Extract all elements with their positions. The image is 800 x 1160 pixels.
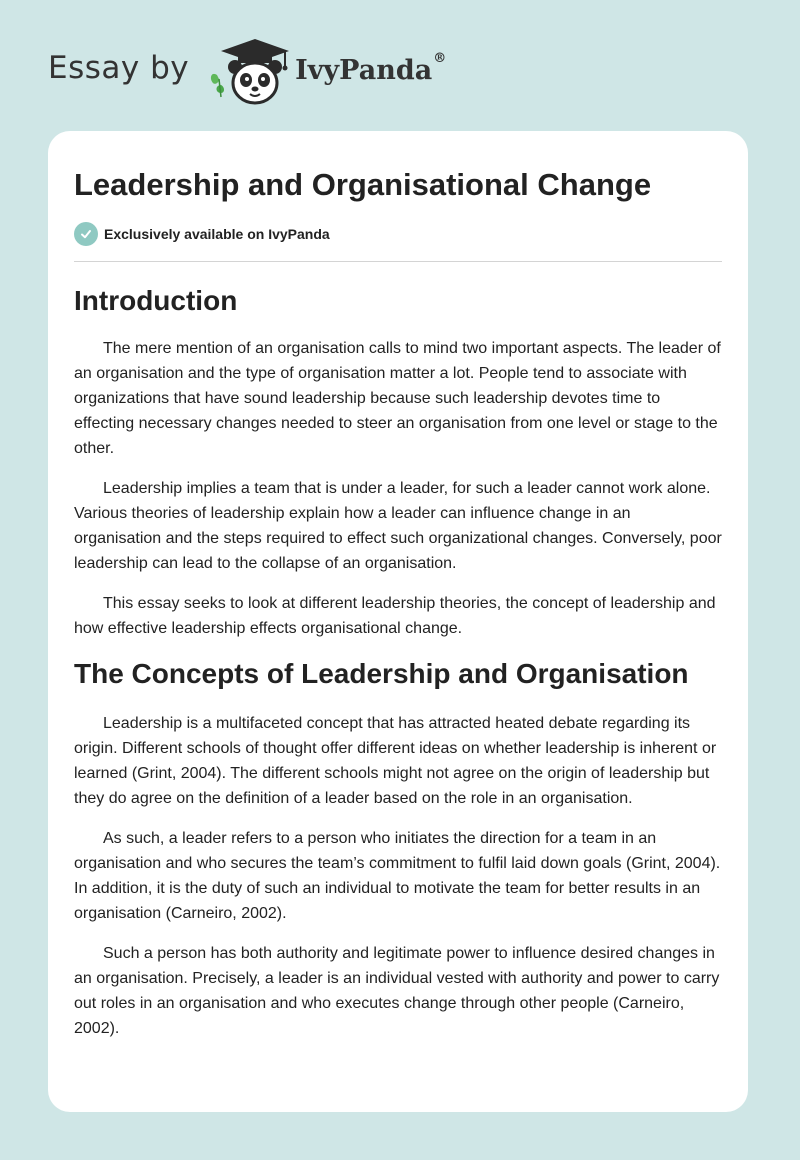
paragraph: As such, a leader refers to a person who initiates the direction for a team in an organisation and who secures the team’s commitment to fulfil laid down goals (Grint, 2004). In addition, it is the duty of such an individual to motivate the team for better results in an organisation (Carneiro, 2002).: [74, 830, 721, 922]
paragraph: The mere mention of an organisation calls to mind two important aspects. The leader of an organisation and the type of organisation matter a lot. People tend to associate with organizations that have sound leadership because such leadership devotes time to effecting necessary changes needed to steer an organisation from one level or stage to the other.: [74, 340, 721, 457]
brand-name-text: IvyPanda: [295, 54, 433, 86]
paragraph: This essay seeks to look at different leadership theories, the concept of leadership and how effective leadership effects organisational change.: [74, 595, 716, 637]
check-badge-icon: [74, 222, 98, 246]
essay-card: [48, 131, 748, 1112]
exclusive-badge: [74, 222, 330, 246]
section-heading: The Concepts of Leadership and Organisation: [74, 658, 689, 689]
ivy-leaf-icon: [211, 74, 224, 97]
brand-header: [48, 36, 446, 106]
section-heading: Introduction: [74, 285, 238, 316]
brand-name: [295, 50, 447, 86]
registered-mark: ®: [433, 50, 447, 66]
paragraph: Such a person has both authority and legitimate power to influence desired changes in an organisation. Precisely, a leader is an individual vested with authority and power to carry out roles in an organisation and who executes change through other people (Carneiro, 2002).: [74, 945, 720, 1037]
paragraph: Leadership implies a team that is under a leader, for such a leader cannot work alone. Various theories of leadership explain how a leader can influence change in an organisation and the steps required to effect such organizational changes. Conversely, poor leadership can lead to the collapse of an organisation.: [74, 480, 722, 572]
page-title: Leadership and Organisational Change: [74, 167, 652, 202]
panda-graduation-cap-icon: [203, 35, 291, 107]
essay-content: [74, 283, 722, 1056]
paragraph: Leadership is a multifaceted concept that has attracted heated debate regarding its origin. Different schools of thought offer different ideas on whether leadership is inherent or learned (Grint, 2004). The different schools might not agree on the origin of leadership but they do agree on the definition of a leader based on the role in an organisation.: [74, 715, 717, 807]
brand-prefix: Essay by: [48, 50, 190, 86]
divider: [74, 261, 722, 262]
exclusive-label: Exclusively available on IvyPanda: [104, 226, 330, 242]
